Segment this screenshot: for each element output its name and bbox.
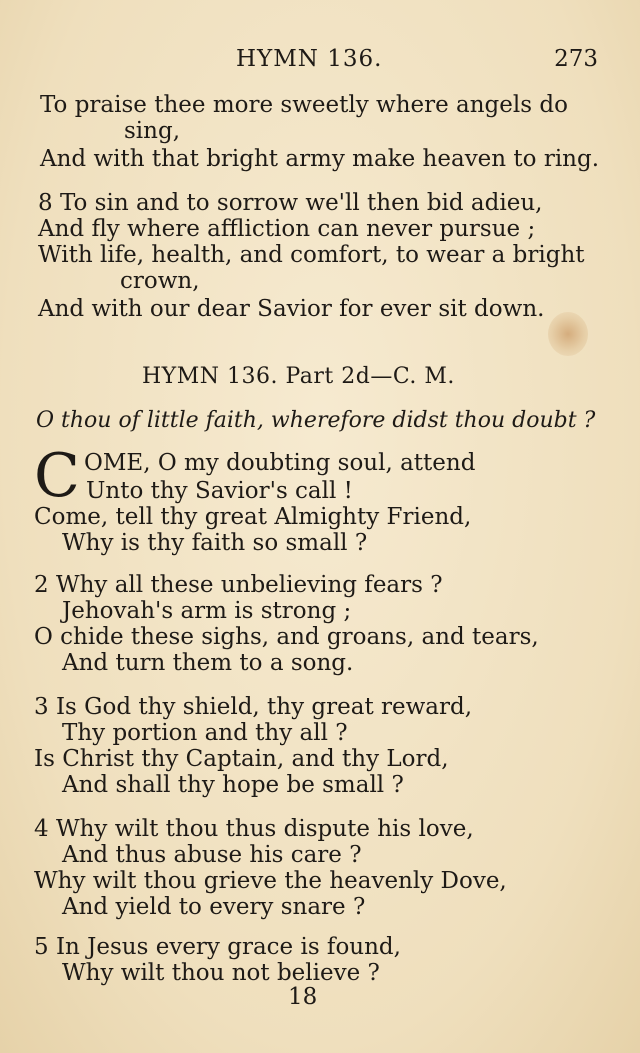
verse-line: 5 In Jesus every grace is found, (34, 934, 401, 960)
verse-line: Why wilt thou not believe ? (62, 960, 380, 986)
verse-line: 4 Why wilt thou thus dispute his love, (34, 816, 474, 842)
verse-line: O chide these sighs, and groans, and tears, (34, 624, 539, 650)
verse-line: 3 Is God thy shield, thy great reward, (34, 694, 473, 720)
drop-cap: C (34, 441, 80, 511)
verse-line: Come, tell thy great Almighty Friend, (34, 504, 472, 530)
verse-line: Unto thy Savior's call ! (86, 478, 353, 504)
running-title: HYMN 136. (236, 46, 383, 72)
verse-line: And yield to every snare ? (62, 894, 366, 920)
verse-line: And thus abuse his care ? (62, 842, 362, 868)
hymn-heading: HYMN 136. Part 2d—C. M. (142, 364, 455, 389)
running-header (0, 46, 640, 80)
verse-line: crown, (120, 268, 200, 294)
verse-line: Why wilt thou grieve the heavenly Dove, (34, 868, 507, 894)
verse-line: And shall thy hope be small ? (62, 772, 404, 798)
verse-line: And with that bright army make heaven to ring. (40, 146, 600, 172)
verse-line: And with our dear Savior for ever sit down. (38, 296, 545, 322)
signature-mark: 18 (288, 984, 318, 1010)
verse-line: And turn them to a song. (62, 650, 354, 676)
verse-line: sing, (124, 118, 181, 144)
verse-line: With life, health, and comfort, to wear a bright (38, 242, 585, 268)
verse-line: Thy portion and thy all ? (62, 720, 348, 746)
verse-line: OME, O my doubting soul, attend (84, 450, 476, 476)
verse-line: 8 To sin and to sorrow we'll then bid adieu, (38, 190, 543, 216)
verse-line: Jehovah's arm is strong ; (62, 598, 352, 624)
verse-line: Why is thy faith so small ? (62, 530, 368, 556)
verse-line: To praise thee more sweetly where angels do (40, 92, 568, 118)
page-number: 273 (554, 46, 598, 72)
verse-line: And fly where affliction can never pursue ; (38, 216, 536, 242)
hymn-epigraph: O thou of little faith, wherefore didst thou doubt ? (36, 408, 596, 433)
verse-line: 2 Why all these unbelieving fears ? (34, 572, 443, 598)
paper-stain (548, 312, 588, 356)
verse-line: Is Christ thy Captain, and thy Lord, (34, 746, 449, 772)
